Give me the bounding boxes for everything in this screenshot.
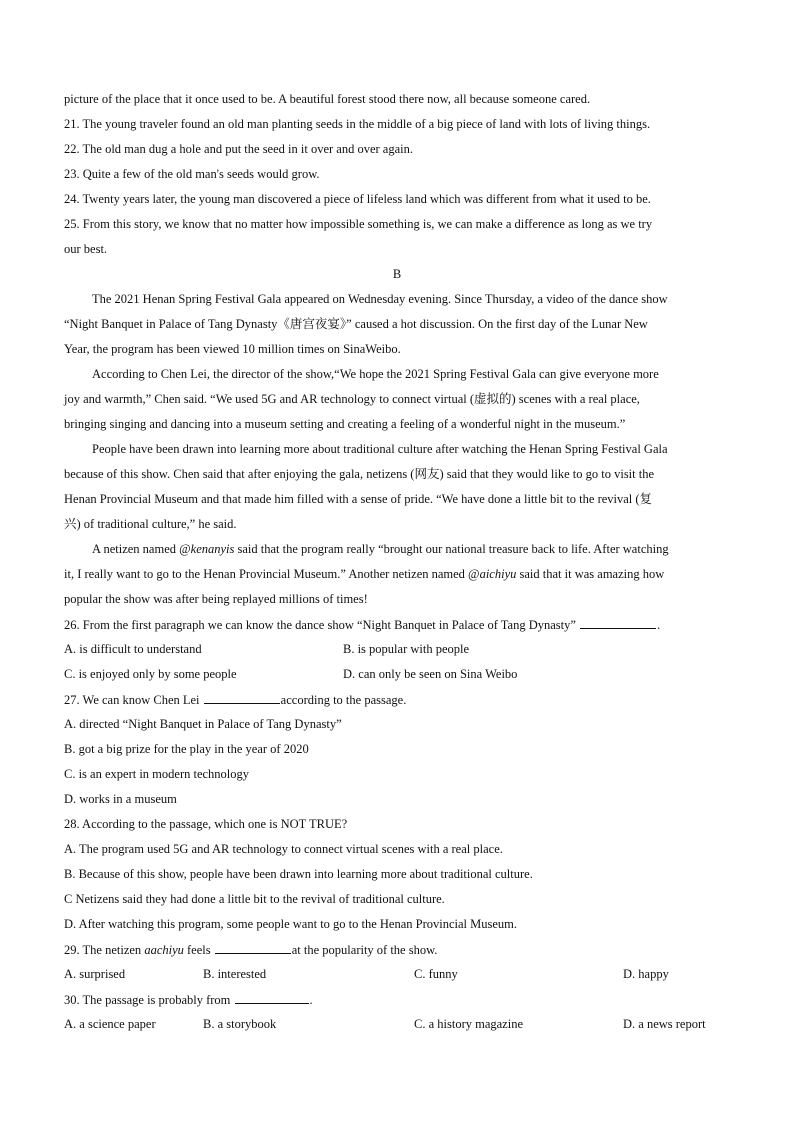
passage-line bbox=[64, 566, 734, 582]
option-28c[interactable]: C Netizens said they had done a little bit to the revival of traditional culture. bbox=[64, 892, 445, 906]
passage-line: Henan Provincial Museum and that made him filled with a sense of pride. “We have done a little bit to the revival (复 bbox=[64, 492, 653, 506]
passage-line: bringing singing and dancing into a museum setting and creating a feeling of a wonderful night in the museum.” bbox=[64, 417, 626, 431]
text-run: . bbox=[309, 993, 313, 1007]
text-run: at the popularity of the show. bbox=[291, 943, 438, 957]
passage-line bbox=[92, 541, 734, 557]
answer-blank[interactable] bbox=[235, 991, 309, 1004]
passage-line: According to Chen Lei, the director of the show,“We hope the 2021 Spring Festival Gala can give everyone more bbox=[92, 367, 659, 381]
netizen-name: aichiyu bbox=[479, 567, 517, 581]
paragraph-end: picture of the place that it once used to be. A beautiful forest stood there now, all because someone cared. bbox=[64, 92, 591, 106]
passage-line: “Night Banquet in Palace of Tang Dynasty《唐宫夜宴》” caused a hot discussion. On the first day of the Lunar New bbox=[64, 317, 648, 331]
question-stem: 30. The passage is probably from bbox=[64, 993, 234, 1007]
netizen-name: aachiyu bbox=[144, 943, 184, 957]
statement-25-cont: our best. bbox=[64, 242, 108, 256]
text-run: said that it was amazing how bbox=[516, 567, 665, 581]
option-29c[interactable]: C. funny bbox=[414, 967, 458, 981]
passage-line: because of this show. Chen said that after enjoying the gala, netizens (网友) said that they would like to go to visit the bbox=[64, 467, 655, 481]
option-29b[interactable]: B. interested bbox=[203, 967, 267, 981]
statement-25: 25. From this story, we know that no matter how impossible something is, we can make a difference as long as we try bbox=[64, 217, 653, 231]
option-30b[interactable]: B. a storybook bbox=[203, 1017, 277, 1031]
statement-24: 24. Twenty years later, the young man discovered a piece of lifeless land which was different from what it used to be. bbox=[64, 192, 651, 206]
option-29d[interactable]: D. happy bbox=[623, 967, 669, 981]
option-27a[interactable]: A. directed “Night Banquet in Palace of Tang Dynasty” bbox=[64, 717, 342, 731]
option-27b[interactable]: B. got a big prize for the play in the year of 2020 bbox=[64, 742, 309, 756]
option-26c[interactable]: C. is enjoyed only by some people bbox=[64, 667, 237, 681]
passage-line: popular the show was after being replayed millions of times! bbox=[64, 592, 368, 606]
option-30a[interactable]: A. a science paper bbox=[64, 1017, 156, 1031]
text-run: . bbox=[657, 618, 661, 632]
answer-blank[interactable] bbox=[580, 616, 656, 629]
question-29 bbox=[64, 941, 734, 958]
option-28a[interactable]: A. The program used 5G and AR technology to connect virtual scenes with a real place. bbox=[64, 842, 503, 856]
option-26a[interactable]: A. is difficult to understand bbox=[64, 642, 202, 656]
answer-blank[interactable] bbox=[204, 691, 280, 704]
statement-23: 23. Quite a few of the old man's seeds would grow. bbox=[64, 167, 320, 181]
passage-line: People have been drawn into learning more about traditional culture after watching the Henan Spring Festival Gala bbox=[92, 442, 668, 456]
text-run: said that the program really “brought our national treasure back to life. After watching bbox=[234, 542, 669, 556]
netizen-name: kenanyis bbox=[190, 542, 235, 556]
option-28d[interactable]: D. After watching this program, some people want to go to the Henan Provincial Museum. bbox=[64, 917, 518, 931]
question-26 bbox=[64, 616, 734, 633]
section-heading: B bbox=[392, 267, 402, 281]
question-28: 28. According to the passage, which one is NOT TRUE? bbox=[64, 817, 348, 831]
text-run: according to the passage. bbox=[280, 693, 407, 707]
option-28b[interactable]: B. Because of this show, people have been drawn into learning more about traditional culture. bbox=[64, 867, 533, 881]
statement-21: 21. The young traveler found an old man planting seeds in the middle of a big piece of land with lots of living things. bbox=[64, 117, 651, 131]
option-29a[interactable]: A. surprised bbox=[64, 967, 126, 981]
question-30 bbox=[64, 991, 734, 1008]
option-27c[interactable]: C. is an expert in modern technology bbox=[64, 767, 250, 781]
passage-line: joy and warmth,” Chen said. “We used 5G and AR technology to connect virtual (虚拟的) scenes with a real place, bbox=[64, 392, 640, 406]
option-30d[interactable]: D. a news report bbox=[623, 1017, 706, 1031]
passage-line: 兴) of traditional culture,” he said. bbox=[64, 517, 237, 531]
text-run: A netizen named @ bbox=[92, 542, 191, 556]
answer-blank[interactable] bbox=[215, 941, 291, 954]
text-run: it, I really want to go to the Henan Provincial Museum.” Another netizen named @ bbox=[64, 567, 480, 581]
question-27 bbox=[64, 691, 734, 708]
passage-line: The 2021 Henan Spring Festival Gala appeared on Wednesday evening. Since Thursday, a video of the dance show bbox=[92, 292, 668, 306]
question-stem: 29. The netizen bbox=[64, 943, 145, 957]
question-stem: 27. We can know Chen Lei bbox=[64, 693, 203, 707]
statement-22: 22. The old man dug a hole and put the seed in it over and over again. bbox=[64, 142, 413, 156]
option-27d[interactable]: D. works in a museum bbox=[64, 792, 177, 806]
passage-line: Year, the program has been viewed 10 million times on SinaWeibo. bbox=[64, 342, 401, 356]
option-30c[interactable]: C. a history magazine bbox=[414, 1017, 523, 1031]
option-26b[interactable]: B. is popular with people bbox=[343, 642, 470, 656]
option-26d[interactable]: D. can only be seen on Sina Weibo bbox=[343, 667, 518, 681]
question-stem: 26. From the first paragraph we can know the dance show “Night Banquet in Palace of Tang Dynasty” bbox=[64, 618, 580, 632]
text-run: feels bbox=[183, 943, 214, 957]
